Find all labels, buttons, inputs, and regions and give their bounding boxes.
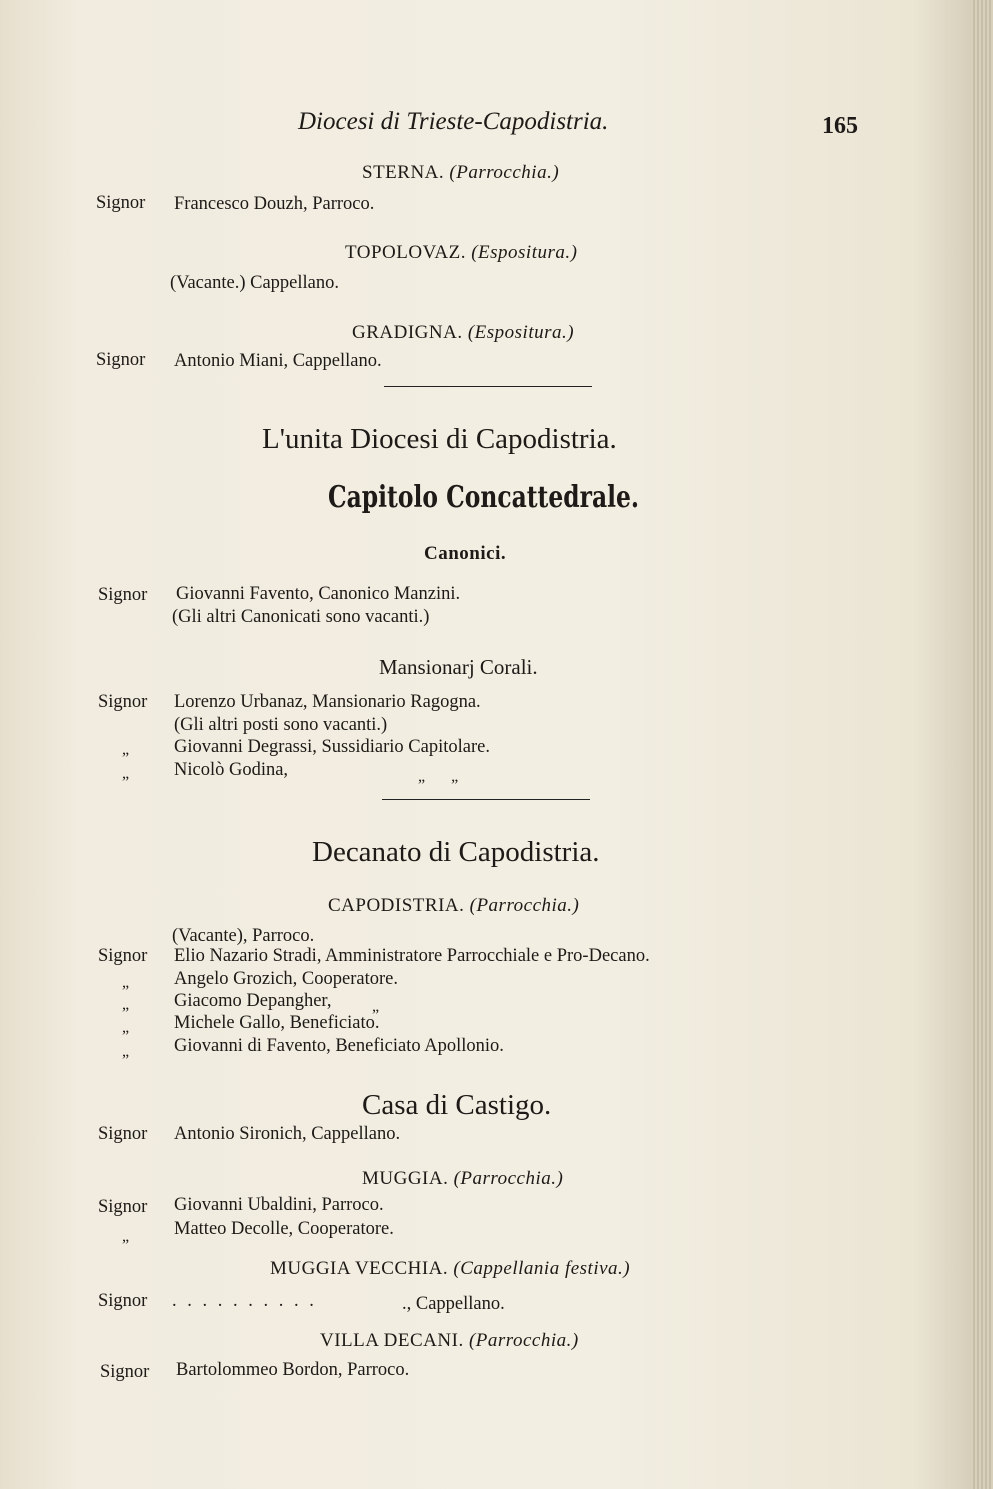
ditto-mark: „ — [372, 998, 380, 1015]
entry-line: (Gli altri Canonicati sono vacanti.) — [172, 607, 430, 627]
ditto-mark: „ — [122, 1228, 130, 1245]
signor-label: Signor — [98, 1124, 148, 1144]
page-number: 165 — [822, 113, 858, 139]
place-name: MUGGIA VECCHIA. — [270, 1258, 449, 1279]
place-heading-gradigna — [352, 322, 574, 344]
page-edge — [971, 0, 993, 1489]
entry-line: Giovanni Ubaldini, Parroco. — [174, 1195, 384, 1215]
place-type: (Espositura.) — [467, 322, 575, 343]
entry-line: Nicolò Godina, — [174, 760, 289, 780]
place-name: TOPOLOVAZ. — [345, 242, 466, 263]
section-heading-decanato: Decanato di Capodistria. — [312, 836, 600, 868]
entry-line: (Vacante.) Cappellano. — [170, 273, 339, 293]
divider-rule — [382, 799, 590, 800]
ditto-mark: „ — [122, 974, 130, 991]
section-heading-casa: Casa di Castigo. — [362, 1089, 552, 1121]
place-type: (Parrocchia.) — [469, 895, 580, 916]
signor-label: Signor — [100, 1362, 150, 1382]
place-heading-muggia-vecchia — [270, 1258, 630, 1280]
entry-line: Antonio Miani, Cappellano. — [174, 351, 382, 371]
section-heading-unita: L'unita Diocesi di Capodistria. — [262, 423, 617, 455]
entry-line: Lorenzo Urbanaz, Mansionario Ragogna. — [174, 692, 481, 712]
entry-line: Elio Nazario Stradi, Amministratore Parrocchiale e Pro-Decano. — [174, 946, 650, 966]
signor-label: Signor — [98, 585, 148, 605]
mansionarj-heading: Mansionarj Corali. — [379, 655, 538, 679]
ditto-mark: „ — [122, 765, 130, 782]
entry-line: Matteo Decolle, Cooperatore. — [174, 1219, 394, 1239]
place-name: GRADIGNA. — [352, 322, 463, 343]
signor-label: Signor — [96, 193, 146, 213]
entry-line: Giacomo Depangher, — [174, 991, 332, 1011]
place-name: STERNA. — [362, 162, 445, 183]
entry-line: Bartolommeo Bordon, Parroco. — [176, 1360, 410, 1380]
place-heading-sterna — [362, 162, 559, 184]
entry-line: Antonio Sironich, Cappellano. — [174, 1124, 401, 1144]
divider-rule — [384, 386, 592, 387]
entry-line: Francesco Douzh, Parroco. — [174, 194, 375, 214]
chapter-heading: Capitolo Concattedrale. — [328, 480, 640, 515]
entry-line: Giovanni Degrassi, Sussidiario Capitolare. — [174, 737, 490, 757]
entry-line: ., Cappellano. — [402, 1294, 505, 1314]
place-name: CAPODISTRIA. — [328, 895, 465, 916]
ditto-mark: „ — [122, 996, 130, 1013]
ditto-mark: „ — [122, 1043, 130, 1060]
place-type: (Parrocchia.) — [449, 162, 560, 183]
entry-line: Giovanni Favento, Canonico Manzini. — [176, 584, 461, 604]
place-heading-muggia — [362, 1168, 563, 1190]
entry-line: (Gli altri posti sono vacanti.) — [174, 715, 388, 735]
ditto-mark: „ — [122, 1019, 130, 1036]
place-heading-capodistria — [328, 895, 579, 917]
signor-label: Signor — [98, 946, 148, 966]
entry-line: Angelo Grozich, Cooperatore. — [174, 969, 398, 989]
place-heading-villa-decani — [320, 1330, 579, 1352]
entry-line: Giovanni di Favento, Beneficiato Apollonio. — [174, 1036, 504, 1056]
entry-line: Michele Gallo, Beneficiato. — [174, 1013, 380, 1033]
ditto-marks: „ „ — [418, 768, 459, 785]
entry-line: (Vacante), Parroco. — [172, 926, 315, 946]
signor-label: Signor — [98, 1197, 148, 1217]
place-name: VILLA DECANI. — [320, 1330, 464, 1351]
place-type: (Espositura.) — [471, 242, 578, 263]
place-heading-topolovaz — [345, 242, 577, 264]
running-title: Diocesi di Trieste-Capodistria. — [298, 108, 609, 135]
signor-label: Signor — [96, 350, 146, 370]
signor-label: Signor — [98, 692, 148, 712]
canonici-heading: Canonici. — [424, 543, 507, 564]
place-name: MUGGIA. — [362, 1168, 449, 1189]
signor-label: Signor — [98, 1291, 148, 1311]
place-type: (Parrocchia.) — [468, 1330, 579, 1351]
place-type: (Cappellania festiva.) — [453, 1258, 631, 1279]
place-type: (Parrocchia.) — [453, 1168, 564, 1189]
dot-leader: . . . . . . . . . . — [172, 1291, 317, 1311]
ditto-mark: „ — [122, 741, 130, 758]
